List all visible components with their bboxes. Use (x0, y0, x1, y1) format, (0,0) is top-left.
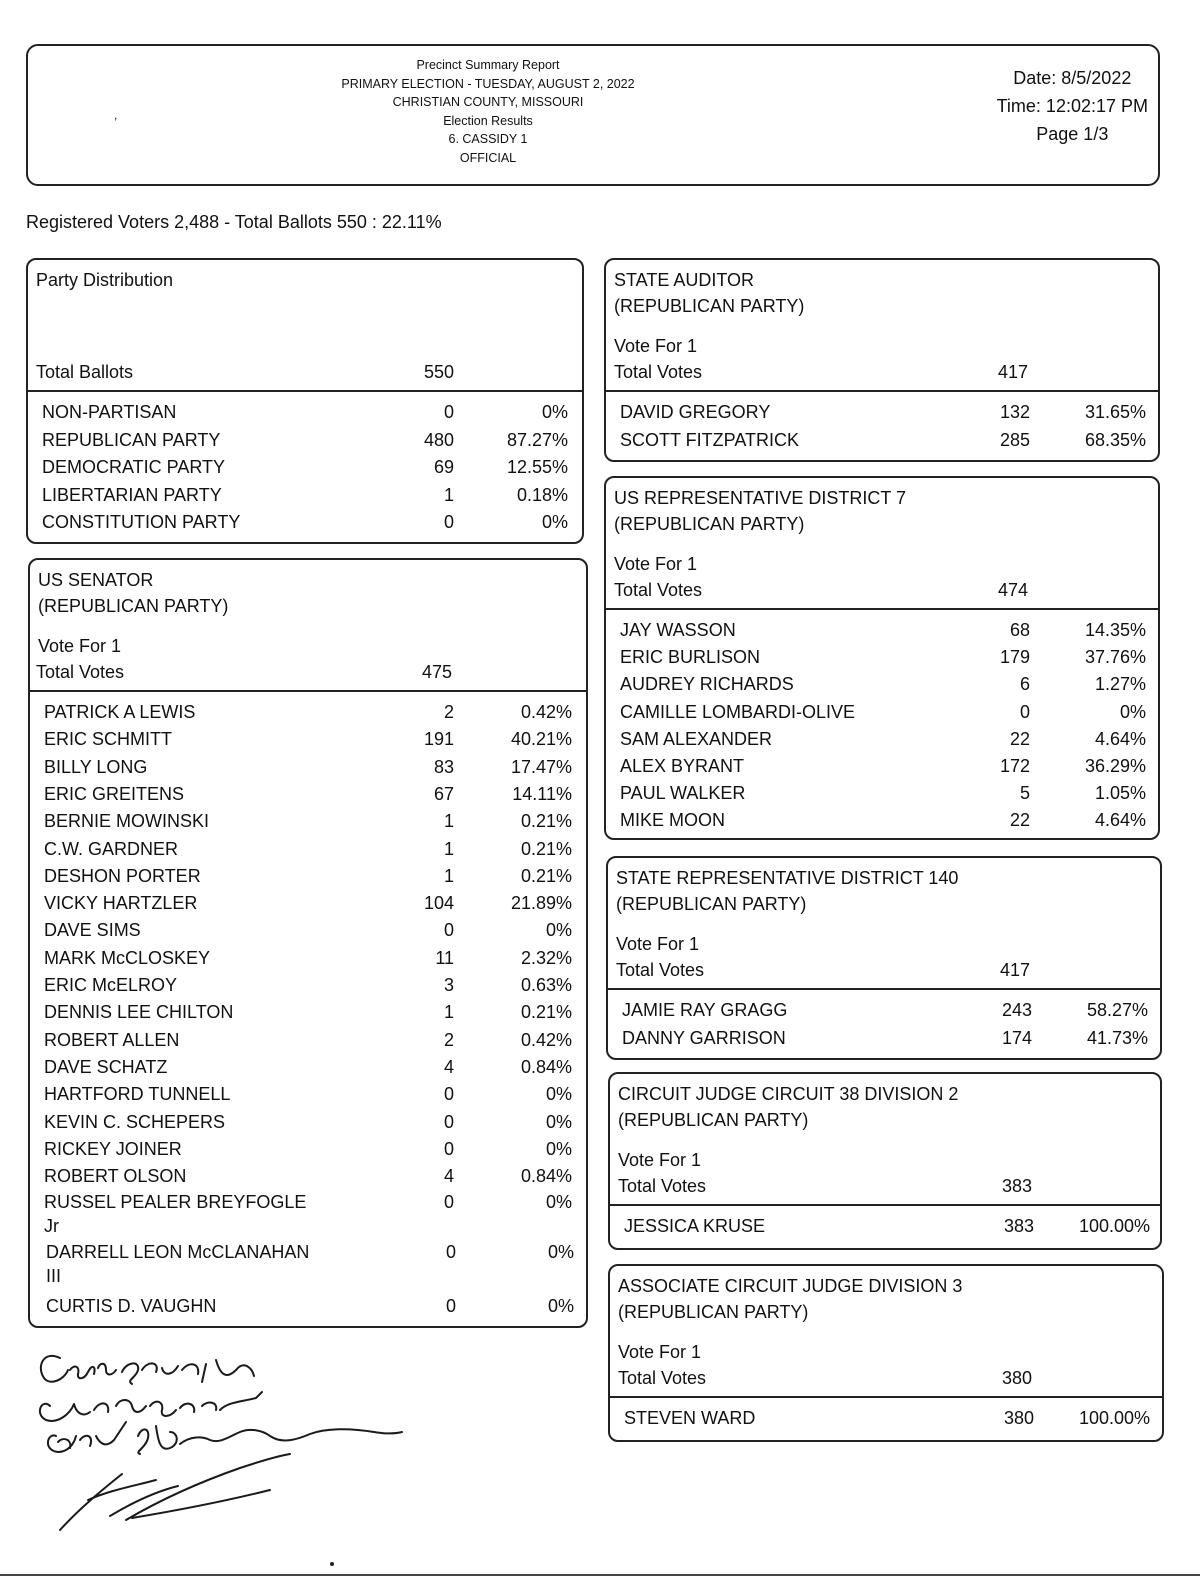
party-votes: 480 (423, 429, 454, 450)
divider (606, 390, 1158, 392)
candidate-name: MARK McCLOSKEY (44, 947, 211, 968)
candidate-name: CAMILLE LOMBARDI-OLIVE (620, 701, 856, 722)
state-representative-panel (606, 856, 1162, 1060)
candidate-votes: 0 (445, 1242, 456, 1262)
candidate-votes: 0 (445, 1296, 456, 1316)
candidate-name: DAVID GREGORY (620, 402, 771, 422)
candidate-votes: 1 (443, 865, 454, 886)
candidate-name: ERIC SCHMITT (44, 729, 172, 750)
candidate-name: CURTIS D. VAUGHN (46, 1296, 217, 1316)
divider (606, 608, 1158, 610)
candidate-name-cont: Jr (44, 1216, 59, 1236)
vote-for: Vote For 1 (38, 636, 122, 656)
report-type: Election Results (443, 113, 533, 128)
candidate-name: MIKE MOON (620, 810, 726, 831)
race-party: (REPUBLICAN PARTY) (618, 1110, 809, 1130)
total-label: Total Votes (618, 1368, 707, 1388)
candidate-votes: 0 (443, 1084, 454, 1105)
candidate-pct: 14.35% (1084, 620, 1146, 640)
candidate-pct: 0% (545, 1084, 572, 1105)
candidate-pct: 0.21% (520, 838, 572, 859)
party-votes: 69 (433, 457, 454, 477)
candidate-votes: 0 (443, 1111, 454, 1132)
page-bottom-rule (0, 1574, 1200, 1576)
candidate-votes: 22 (1009, 810, 1030, 831)
candidate-name: ERIC McELROY (44, 975, 178, 995)
party-name: NON-PARTISAN (42, 402, 177, 422)
candidate-pct: 68.35% (1084, 429, 1146, 450)
candidate-pct: 4.64% (1094, 728, 1146, 749)
candidate-votes: 132 (999, 402, 1030, 422)
party-pct: 0.18% (516, 484, 568, 505)
candidate-votes: 0 (443, 920, 454, 941)
candidate-votes: 4 (443, 1056, 454, 1077)
candidate-votes: 104 (423, 893, 454, 914)
vote-for: Vote For 1 (614, 336, 698, 356)
race-party: (REPUBLICAN PARTY) (614, 296, 805, 316)
candidate-name: ROBERT ALLEN (44, 1029, 180, 1050)
vote-for: Vote For 1 (614, 554, 698, 574)
candidate-votes: 3 (443, 975, 454, 995)
candidate-name: KEVIN C. SCHEPERS (44, 1111, 226, 1132)
candidate-row (606, 672, 1158, 696)
candidate-pct: 2.32% (520, 947, 572, 968)
candidate-row (606, 400, 1158, 424)
total-label: Total Votes (616, 960, 705, 980)
candidate-pct: 100.00% (1078, 1216, 1150, 1236)
candidate-pct: 36.29% (1084, 756, 1146, 776)
candidate-pct: 0% (547, 1296, 574, 1316)
candidate-row (30, 1164, 586, 1188)
party-name: LIBERTARIAN PARTY (42, 484, 222, 505)
candidate-pct: 0.84% (520, 1166, 572, 1187)
candidate-name: ALEX BYRANT (620, 756, 745, 776)
candidate-pct: 100.00% (1078, 1408, 1150, 1428)
race-title: CIRCUIT JUDGE CIRCUIT 38 DIVISION 2 (618, 1084, 959, 1104)
candidate-row (610, 1406, 1162, 1430)
candidate-pct: 0% (545, 1192, 572, 1212)
candidate-name: ERIC GREITENS (44, 783, 185, 804)
candidate-name: JAMIE RAY GRAGG (622, 1000, 788, 1020)
candidate-votes: 383 (1003, 1216, 1034, 1236)
divider (608, 988, 1160, 990)
candidate-pct: 21.89% (510, 893, 572, 914)
candidate-name: RICKEY JOINER (44, 1138, 182, 1159)
candidate-votes: 5 (1019, 783, 1030, 804)
candidate-pct: 41.73% (1086, 1027, 1148, 1048)
candidate-name: SAM ALEXANDER (620, 728, 773, 749)
candidate-row (608, 1026, 1160, 1050)
candidate-row (606, 700, 1158, 724)
divider (610, 1396, 1162, 1398)
candidate-votes: 11 (435, 947, 454, 968)
candidate-name: PAUL WALKER (620, 783, 746, 804)
candidate-pct: 1.27% (1094, 674, 1146, 695)
candidate-row (30, 891, 586, 915)
candidate-pct: 0.21% (520, 811, 572, 832)
party-row (28, 510, 582, 534)
total-votes-row (610, 1174, 1160, 1198)
circuit-judge-panel (608, 1072, 1162, 1250)
candidate-name: ERIC BURLISON (620, 647, 761, 668)
candidate-pct: 58.27% (1086, 1000, 1148, 1020)
party-pct: 0% (541, 512, 568, 532)
party-row (28, 428, 582, 452)
page-number: Page 1/3 (1036, 124, 1109, 144)
candidate-pct: 0.42% (520, 1029, 572, 1050)
report-meta (997, 64, 1148, 148)
candidate-row (606, 727, 1158, 751)
candidate-name: PATRICK A LEWIS (44, 702, 196, 722)
total-label: Total Votes (614, 362, 703, 382)
candidate-name: AUDREY RICHARDS (620, 674, 794, 695)
race-title: US REPRESENTATIVE DISTRICT 7 (614, 488, 907, 508)
candidate-name: SCOTT FITZPATRICK (620, 429, 799, 450)
candidate-votes: 0 (443, 1192, 454, 1212)
candidate-pct: 0.42% (520, 702, 572, 722)
handwritten-signatures (30, 1340, 410, 1540)
us-representative-panel (604, 476, 1160, 840)
candidate-row (30, 809, 586, 833)
associate-circuit-judge-panel (608, 1264, 1164, 1442)
candidate-row (30, 1190, 586, 1238)
candidate-votes: 68 (1009, 620, 1030, 640)
candidate-row (606, 428, 1158, 452)
candidate-votes: 191 (423, 729, 454, 750)
candidate-name: C.W. GARDNER (44, 838, 179, 859)
candidate-row (606, 781, 1158, 805)
candidate-votes: 1 (443, 811, 454, 832)
candidate-pct: 0% (545, 1111, 572, 1132)
candidate-name-cont: III (46, 1266, 62, 1286)
total-label: Total Ballots (36, 362, 134, 382)
candidate-votes: 4 (443, 1166, 454, 1187)
candidate-row (606, 754, 1158, 778)
candidate-pct: 37.76% (1084, 647, 1146, 668)
candidate-row (30, 973, 586, 997)
candidate-votes: 179 (999, 647, 1030, 668)
candidate-votes: 243 (1001, 1000, 1032, 1020)
race-party: (REPUBLICAN PARTY) (38, 596, 229, 616)
race-title: STATE AUDITOR (614, 270, 755, 290)
candidate-votes: 1 (443, 1002, 454, 1023)
candidate-votes: 67 (433, 783, 454, 804)
precinct-name: 6. CASSIDY 1 (448, 132, 528, 146)
total-value: 550 (423, 362, 454, 382)
candidate-votes: 83 (433, 756, 454, 777)
candidate-name: VICKY HARTZLER (44, 893, 198, 914)
candidate-row (30, 755, 586, 779)
candidate-row (30, 1000, 586, 1024)
state-auditor-panel (604, 258, 1160, 462)
candidate-name: ROBERT OLSON (44, 1166, 187, 1187)
candidate-name: BERNIE MOWINSKI (44, 811, 210, 832)
race-title: US SENATOR (38, 570, 154, 590)
party-name: REPUBLICAN PARTY (42, 429, 221, 450)
party-name: CONSTITUTION PARTY (42, 512, 241, 532)
candidate-pct: 17.47% (510, 756, 572, 777)
stray-mark: , (114, 108, 118, 122)
candidate-row (30, 1082, 586, 1106)
party-votes: 0 (443, 512, 454, 532)
candidate-row (30, 1028, 586, 1052)
candidate-name: STEVEN WARD (624, 1408, 756, 1428)
candidate-name: DAVE SCHATZ (44, 1056, 168, 1077)
party-row (28, 455, 582, 479)
candidate-pct: 1.05% (1094, 783, 1146, 804)
divider (30, 690, 586, 692)
candidate-row (606, 808, 1158, 832)
candidate-row (30, 946, 586, 970)
candidate-pct: 0% (545, 1138, 572, 1159)
divider (28, 390, 582, 392)
turnout-summary: Registered Voters 2,488 - Total Ballots 550 : 22.11% (26, 212, 442, 232)
candidate-row (608, 998, 1160, 1022)
total-value: 475 (421, 662, 452, 682)
candidate-votes: 6 (1019, 674, 1030, 695)
candidate-pct: 0.21% (520, 1002, 572, 1023)
county-name: CHRISTIAN COUNTY, MISSOURI (392, 95, 584, 109)
report-header (26, 44, 1160, 186)
total-label: Total Votes (614, 580, 703, 600)
report-title: Precinct Summary Report (416, 58, 560, 72)
candidate-votes: 380 (1003, 1408, 1034, 1428)
candidate-votes: 22 (1009, 728, 1030, 749)
candidate-name: DANNY GARRISON (622, 1027, 786, 1048)
candidate-votes: 2 (443, 1029, 454, 1050)
candidate-pct: 40.21% (510, 729, 572, 750)
candidate-votes: 174 (1001, 1027, 1032, 1048)
race-party: (REPUBLICAN PARTY) (616, 894, 807, 914)
total-label: Total Votes (36, 662, 125, 682)
party-pct: 0% (541, 402, 568, 422)
race-party: (REPUBLICAN PARTY) (618, 1302, 809, 1322)
party-votes: 1 (443, 484, 454, 505)
total-value: 383 (1001, 1176, 1032, 1196)
candidate-name: DENNIS LEE CHILTON (44, 1002, 234, 1023)
candidate-name: HARTFORD TUNNELL (44, 1084, 231, 1105)
vote-for: Vote For 1 (618, 1150, 702, 1170)
candidate-pct: 14.11% (512, 783, 572, 804)
candidate-row (30, 1137, 586, 1161)
party-distribution-panel (26, 258, 584, 544)
candidate-row (30, 1055, 586, 1079)
candidate-row (610, 1214, 1160, 1238)
vote-for: Vote For 1 (618, 1342, 702, 1362)
total-value: 380 (1001, 1368, 1032, 1388)
candidate-row (606, 645, 1158, 669)
party-pct: 12.55% (506, 457, 568, 477)
candidate-name: DAVE SIMS (44, 920, 141, 941)
election-name: PRIMARY ELECTION - TUESDAY, AUGUST 2, 2022 (341, 76, 635, 91)
party-name: DEMOCRATIC PARTY (42, 457, 226, 477)
total-label: Total Votes (618, 1176, 707, 1196)
candidate-votes: 172 (999, 756, 1030, 776)
race-title: STATE REPRESENTATIVE DISTRICT 140 (616, 868, 959, 888)
party-row (28, 400, 582, 424)
candidate-row (30, 727, 586, 751)
report-date: Date: 8/5/2022 (1013, 68, 1132, 88)
total-value: 474 (997, 580, 1028, 600)
total-ballots-row (28, 360, 582, 384)
race-title: ASSOCIATE CIRCUIT JUDGE DIVISION 3 (618, 1276, 963, 1296)
candidate-pct: 0% (545, 920, 572, 941)
candidate-name: BILLY LONG (44, 756, 148, 777)
candidate-pct: 0% (547, 1242, 574, 1262)
total-votes-row (30, 660, 586, 684)
candidate-name: JESSICA KRUSE (624, 1216, 766, 1236)
candidate-name: DARRELL LEON McCLANAHAN (46, 1242, 310, 1262)
total-votes-row (610, 1366, 1162, 1390)
candidate-votes: 0 (443, 1138, 454, 1159)
candidate-row (30, 1240, 586, 1288)
candidate-pct: 4.64% (1094, 810, 1146, 831)
party-votes: 0 (443, 402, 454, 422)
candidate-name: RUSSEL PEALER BREYFOGLE (44, 1192, 307, 1212)
total-votes-row (608, 958, 1160, 982)
candidate-row (30, 918, 586, 942)
divider (610, 1204, 1160, 1206)
total-votes-row (606, 578, 1158, 602)
candidate-row (30, 1110, 586, 1134)
candidate-row (30, 700, 586, 724)
report-time: Time: 12:02:17 PM (996, 96, 1148, 116)
race-party: (REPUBLICAN PARTY) (614, 514, 805, 534)
vote-for: Vote For 1 (616, 934, 700, 954)
candidate-row (30, 864, 586, 888)
candidate-votes: 285 (999, 429, 1030, 450)
candidate-row (606, 618, 1158, 642)
official-label: OFFICIAL (459, 150, 517, 165)
total-value: 417 (999, 960, 1030, 980)
candidate-row (30, 837, 586, 861)
panel-title: Party Distribution (36, 270, 174, 290)
candidate-pct: 0.63% (520, 975, 572, 995)
candidate-votes: 1 (443, 838, 454, 859)
candidate-row (30, 782, 586, 806)
report-title-block (298, 56, 678, 167)
total-votes-row (606, 360, 1158, 384)
candidate-votes: 0 (1019, 701, 1030, 722)
party-row (28, 483, 582, 507)
candidate-pct: 31.65% (1084, 402, 1146, 422)
candidate-name: JAY WASSON (620, 620, 736, 640)
candidate-row (30, 1294, 586, 1318)
candidate-pct: 0.84% (520, 1056, 572, 1077)
total-value: 417 (997, 362, 1028, 382)
candidate-pct: 0% (1119, 701, 1146, 722)
party-pct: 87.27% (506, 429, 568, 450)
stray-dot (330, 1562, 334, 1566)
candidate-votes: 2 (443, 702, 454, 722)
us-senator-panel (28, 558, 588, 1328)
candidate-pct: 0.21% (520, 865, 572, 886)
candidate-name: DESHON PORTER (44, 865, 201, 886)
